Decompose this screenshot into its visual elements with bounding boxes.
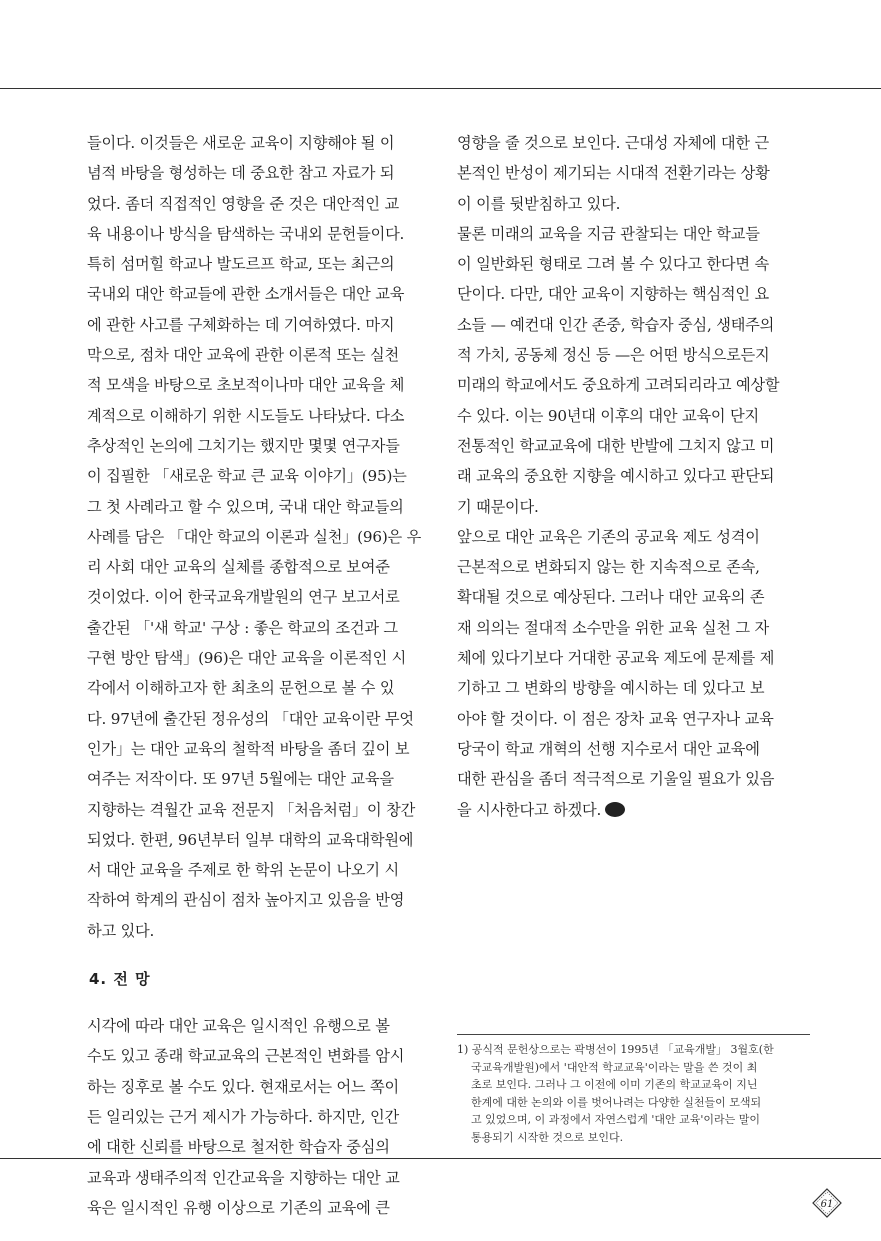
body-paragraph-final bbox=[457, 522, 810, 825]
final-paragraph-text: 앞으로 대안 교육은 기존의 공교육 제도 성격이 근본적으로 변화되지 않는 한 지속적으로 존속, 확대될 것으로 예상된다. 그러나 대안 교육의 존 재 의의는 절대적 소수만을 위한 교육 실천 그 자 체에 있다기보다 거대한 공교육 제도에 문제를 제 기하고 그 변화의 방향을 예시하는 데 있다고 보 아야 할 것이다. 이 점은 장차 교육 연구자나 교육 당국이 학교 개혁의 선행 지수로서 대안 교육에 대한 관심을 좀더 적극적으로 기울일 필요가 있음 을 시사한다고 하겠다. bbox=[457, 527, 775, 819]
body-paragraph: 시각에 따라 대안 교육은 일시적인 유행으로 볼 수도 있고 종래 학교교육의 근본적인 변화를 암시 하는 징후로 볼 수도 있다. 현재로서는 어느 쪽이 든 일리있는 근거 제시가 가능하다. 하지만, 인간 에 대한 신뢰를 바탕으로 철저한 학습자 중심의 교육과 생태주의적 인간교육을 지향하는 대안 교 육은 일시적인 유행 이상으로 기존의 교육에 큰 bbox=[87, 1017, 405, 1217]
footer-rule bbox=[0, 1158, 881, 1159]
body-paragraph: 영향을 줄 것으로 보인다. 근대성 자체에 대한 근 본적인 반성이 제기되는 시대적 전환기라는 상황 이 이를 뒷받침하고 있다. bbox=[457, 134, 770, 213]
section-heading: 4. 전 망 bbox=[89, 970, 151, 989]
left-column bbox=[87, 128, 430, 1223]
end-of-article-mark-icon bbox=[605, 802, 625, 817]
page-number: 61 bbox=[820, 1199, 834, 1210]
header-rule bbox=[0, 88, 881, 89]
right-column bbox=[457, 128, 810, 825]
body-paragraph: 들이다. 이것들은 새로운 교육이 지향해야 될 이 념적 바탕을 형성하는 데 중요한 참고 자료가 되 었다. 좀더 직접적인 영향을 준 것은 대안적인 교 육 내용이나 방식을 탐색하는 국내외 문헌들이다. 특히 섬머힐 학교나 발도르프 학교, 또는 최근의 국내외 대안 학교들에 관한 소개서들은 대안 교육 에 관한 사고를 구체화하는 데 기여하였다. 마지 막으로, 점차 대안 교육에 관한 이론적 또는 실천 적 모색을 바탕으로 초보적이나마 대안 교육을 체 계적으로 이해하기 위한 시도들도 나타났다. 다소 추상적인 논의에 그치기는 했지만 몇몇 연구자들 이 집필한 「새로운 학교 큰 교육 이야기」(95)는 그 첫 사례라고 할 수 있으며, 국내 대안 학교들의 사례를 담은 「대안 학교의 이론과 실천」(96)은 우 리 사회 대안 교육의 실체를 종합적으로 보여준 것이었다. 이어 한국교육개발원의 연구 보고서로 출간된 「'새 학교' 구상 : 좋은 학교의 조건과 그 구현 방안 탐색」(96)은 대안 교육을 이론적인 시 각에서 이해하고자 한 최초의 문헌으로 볼 수 있 다. 97년에 출간된 정유성의 「대안 교육이란 무엇 인가」는 대안 교육의 철학적 바탕을 좀더 깊이 보 여주는 저작이다. 또 97년 5월에는 대안 교육을 지향하는 격월간 교육 전문지 「처음처럼」이 창간 되었다. 한편, 96년부터 일부 대학의 교육대학원에 서 대안 교육을 주제로 한 학위 논문이 나오기 시 작하여 학계의 관심이 점차 높아지고 있음을 반영 하고 있다. bbox=[87, 134, 422, 940]
footnote-text: 1) 공식적 문헌상으로는 곽병선이 1995년 「교육개발」 3월호(한 국교육개발원)에서 '대안적 학교교육'이라는 말을 쓴 것이 최 초로 보인다. 그러나 그 이전에 이미 기존의 학교교육이 지닌 한계에 대한 논의와 이를 벗어나려는 다양한 실천들이 모색되 고 있었으며, 이 과정에서 자연스럽게 '대안 교육'이라는 말이 통용되기 시작한 것으로 보인다. bbox=[457, 1043, 774, 1144]
diamond-page-badge-icon bbox=[812, 1188, 842, 1218]
body-paragraph: 물론 미래의 교육을 지금 관찰되는 대안 학교들 이 일반화된 형태로 그려 볼 수 있다고 한다면 속 단이다. 다만, 대안 교육이 지향하는 핵심적인 요 소들 — 예컨대 인간 존중, 학습자 중심, 생태주의 적 가치, 공동체 정신 등 —은 어떤 방식으로든지 미래의 학교에서도 중요하게 고려되리라고 예상할 수 있다. 이는 90년대 이후의 대안 교육이 단지 전통적인 학교교육에 대한 반발에 그치지 않고 미 래 교육의 중요한 지향을 예시하고 있다고 판단되 기 때문이다. bbox=[457, 224, 780, 516]
footnote bbox=[457, 1034, 810, 1146]
